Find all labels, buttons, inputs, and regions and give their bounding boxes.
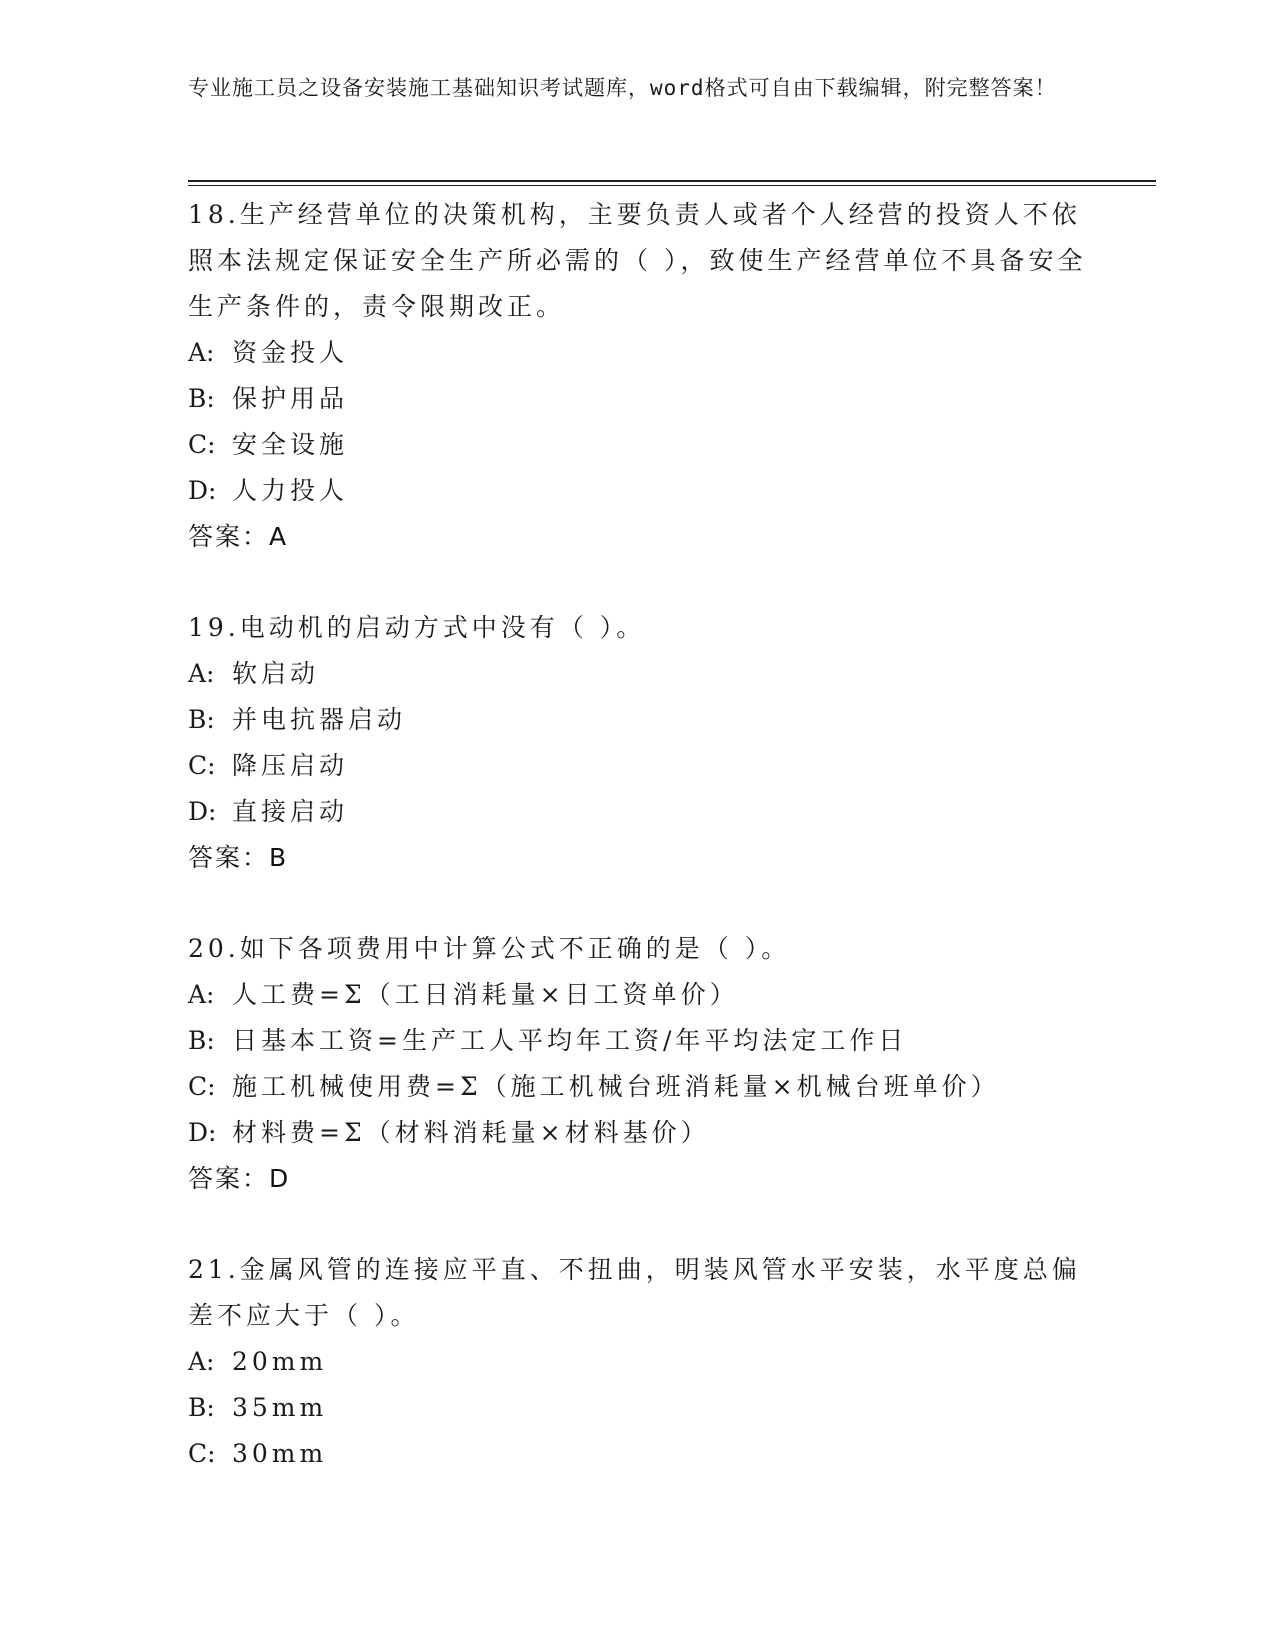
option-b — [188, 697, 1088, 743]
document-header: 专业施工员之设备安装施工基础知识考试题库，word格式可自由下载编辑，附完整答案！ — [188, 76, 1057, 100]
option-label: A: — [188, 980, 215, 1009]
question-19 — [188, 605, 1088, 881]
question-stem: 20.如下各项费用中计算公式不正确的是（ ）。 — [188, 934, 791, 963]
option-a — [188, 330, 1088, 376]
option-text: 降压启动 — [232, 751, 349, 780]
option-text: 材料费=Σ（材料消耗量×材料基价） — [232, 1118, 710, 1147]
option-label: C: — [188, 751, 216, 780]
question-stem: 18.生产经营单位的决策机构，主要负责人或者个人经营的投资人不依照本法规定保证安全生产所必需的（ ），致使生产经营单位不具备安全生产条件的，责令限期改正。 — [188, 200, 1087, 321]
option-b — [188, 376, 1088, 422]
question-stem: 21.金属风管的连接应平直、不扭曲，明装风管水平安装，水平度总偏差不应大于（ ）。 — [188, 1255, 1081, 1330]
option-text: 安全设施 — [232, 430, 349, 459]
option-c — [188, 422, 1088, 468]
option-label: D: — [188, 476, 217, 505]
option-label: B: — [188, 1393, 215, 1422]
option-text: 施工机械使用费=Σ（施工机械台班消耗量×机械台班单价） — [232, 1072, 1000, 1101]
option-text: 资金投人 — [232, 338, 349, 367]
option-text: 人力投人 — [232, 476, 349, 505]
question-21 — [188, 1247, 1088, 1477]
option-label: D: — [188, 1118, 217, 1147]
option-text: 30mm — [232, 1439, 328, 1468]
option-text: 软启动 — [232, 659, 320, 688]
question-18 — [188, 192, 1088, 560]
option-d — [188, 468, 1088, 514]
option-label: C: — [188, 430, 216, 459]
option-c — [188, 1064, 1088, 1110]
question-list — [188, 192, 1088, 1522]
answer-line: 答案：A — [188, 522, 289, 551]
option-d — [188, 789, 1088, 835]
answer-line: 答案：B — [188, 843, 289, 872]
option-label: C: — [188, 1439, 216, 1468]
option-text: 直接启动 — [232, 797, 349, 826]
option-c — [188, 743, 1088, 789]
question-20 — [188, 926, 1088, 1202]
option-text: 并电抗器启动 — [232, 705, 407, 734]
option-a — [188, 972, 1088, 1018]
option-label: A: — [188, 659, 215, 688]
option-a — [188, 1339, 1088, 1385]
option-label: B: — [188, 1026, 215, 1055]
question-stem: 19.电动机的启动方式中没有（ ）。 — [188, 613, 646, 642]
option-d — [188, 1110, 1088, 1156]
option-label: B: — [188, 384, 215, 413]
header-divider-thick — [188, 180, 1156, 182]
option-label: B: — [188, 705, 215, 734]
option-label: A: — [188, 338, 215, 367]
option-text: 人工费=Σ（工日消耗量×日工资单价） — [232, 980, 739, 1009]
option-c — [188, 1431, 1088, 1477]
option-label: A: — [188, 1347, 215, 1376]
option-a — [188, 651, 1088, 697]
option-label: C: — [188, 1072, 216, 1101]
option-b — [188, 1385, 1088, 1431]
option-text: 保护用品 — [232, 384, 349, 413]
option-text: 35mm — [232, 1393, 328, 1422]
option-label: D: — [188, 797, 217, 826]
option-text: 20mm — [232, 1347, 328, 1376]
header-divider-thin — [188, 185, 1156, 186]
option-text: 日基本工资=生产工人平均年工资/年平均法定工作日 — [232, 1026, 908, 1055]
option-b — [188, 1018, 1088, 1064]
answer-line: 答案：D — [188, 1164, 291, 1193]
